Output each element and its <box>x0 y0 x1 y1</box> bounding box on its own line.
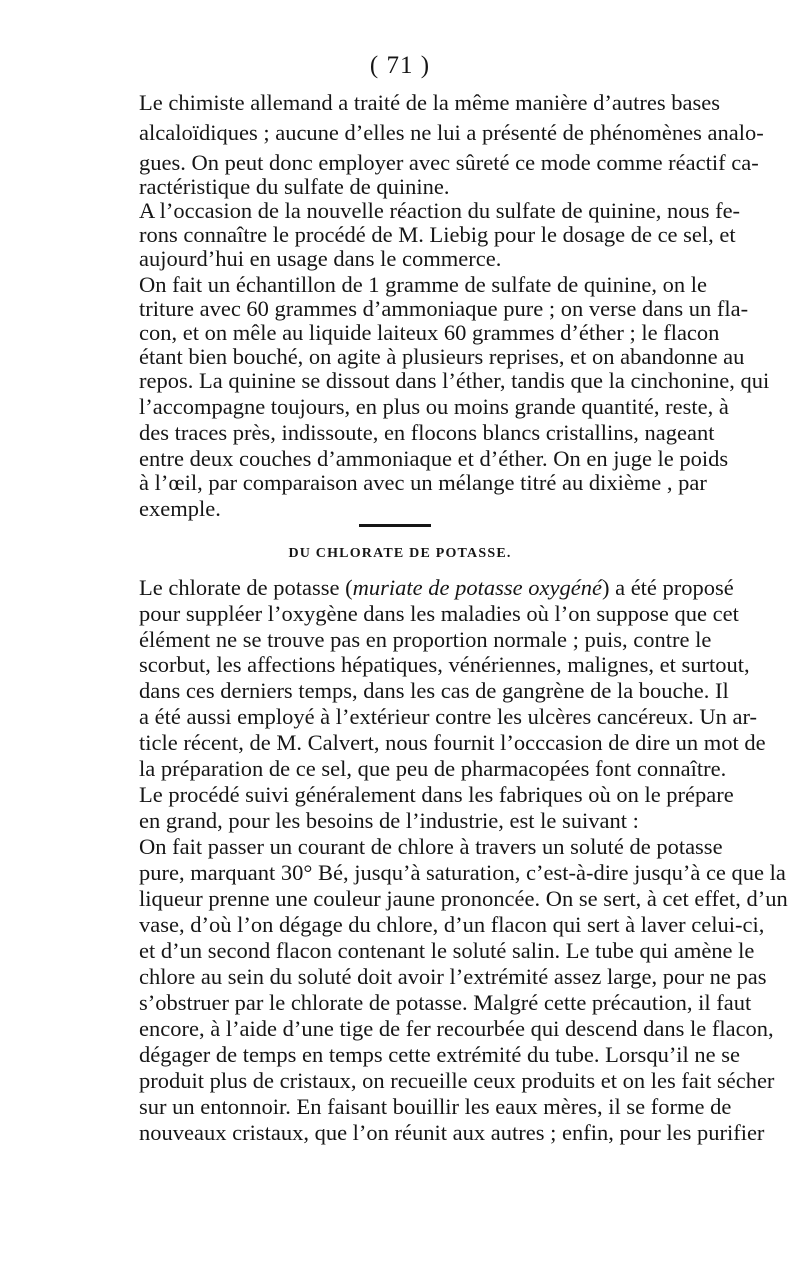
text-line: des traces près, indissoute, en flocons blancs cristallins, nageant <box>139 420 715 445</box>
text-line: à l’œil, par comparaison avec un mélange titré au dixième , par <box>139 470 707 495</box>
text-line: triture avec 60 grammes d’ammoniaque pure ; on verse dans un fla- <box>139 296 749 321</box>
text-line: et d’un second flacon contenant le soluté salin. Le tube qui amène le <box>139 938 755 963</box>
text-line: con, et on mêle au liquide laiteux 60 grammes d’éther ; le flacon <box>139 320 720 345</box>
text-run: ) a été proposé <box>601 575 734 600</box>
text-line: ticle récent, de M. Calvert, nous fournit l’occcasion de dire un mot de <box>139 730 766 755</box>
text-line: pour suppléer l’oxygène dans les maladies où l’on suppose que cet <box>139 601 739 626</box>
text-line: dégager de temps en temps cette extrémité du tube. Lorsqu’il ne se <box>139 1042 741 1067</box>
text-line: Le chimiste allemand a traité de la même manière d’autres bases <box>139 90 720 115</box>
text-line: produit plus de cristaux, on recueille ceux produits et on les fait sécher <box>139 1068 775 1093</box>
italic-text: muriate de potasse oxygéné <box>352 575 602 600</box>
text-line: élément ne se trouve pas en proportion normale ; puis, contre le <box>139 627 712 652</box>
text-line: a été aussi employé à l’extérieur contre les ulcères cancéreux. Un ar- <box>139 704 757 729</box>
text-line: s’obstruer par le chlorate de potasse. Malgré cette précaution, il faut <box>139 990 752 1015</box>
text-line: la préparation de ce sel, que peu de pharmacopées font connaître. <box>139 756 727 781</box>
text-line: scorbut, les affections hépatiques, vénériennes, malignes, et surtout, <box>139 652 750 677</box>
text-line: chlore au sein du soluté doit avoir l’extrémité assez large, pour ne pas <box>139 964 767 989</box>
section-heading: DU CHLORATE DE POTASSE. <box>288 546 512 561</box>
text-line: étant bien bouché, on agite à plusieurs reprises, et on abandonne au <box>139 344 745 369</box>
text-line: nouveaux cristaux, que l’on réunit aux autres ; enfin, pour les purifier <box>139 1120 765 1145</box>
text-line: On fait passer un courant de chlore à travers un soluté de potasse <box>139 834 723 859</box>
text-line: gues. On peut donc employer avec sûreté ce mode comme réactif ca- <box>139 150 759 175</box>
page-number: ( 71 ) <box>369 52 431 79</box>
text-line: aujourd’hui en usage dans le commerce. <box>139 246 502 271</box>
text-line: On fait un échantillon de 1 gramme de sulfate de quinine, on le <box>139 272 707 297</box>
text-line: ractéristique du sulfate de quinine. <box>139 174 450 199</box>
text-line: liqueur prenne une couleur jaune prononcée. On se sert, à cet effet, d’un <box>139 886 788 911</box>
text-line: pure, marquant 30° Bé, jusqu’à saturation, c’est-à-dire jusqu’à ce que la <box>139 860 786 885</box>
text-line: alcaloïdiques ; aucune d’elles ne lui a présenté de phénomènes analo- <box>139 120 764 145</box>
text-line: dans ces derniers temps, dans les cas de gangrène de la bouche. Il <box>139 678 729 703</box>
text-line: vase, d’où l’on dégage du chlore, d’un flacon qui sert à laver celui-ci, <box>139 912 765 937</box>
text-line: rons connaître le procédé de M. Liebig pour le dosage de ce sel, et <box>139 222 736 247</box>
text-line: entre deux couches d’ammoniaque et d’éther. On en juge le poids <box>139 446 729 471</box>
text-line: en grand, pour les besoins de l’industrie, est le suivant : <box>139 808 639 833</box>
section-divider <box>359 524 431 527</box>
text-run: Le chlorate de potasse ( <box>139 575 353 600</box>
text-line: Le procédé suivi généralement dans les fabriques où on le prépare <box>139 782 734 807</box>
text-line: l’accompagne toujours, en plus ou moins grande quantité, reste, à <box>139 394 729 419</box>
text-line: sur un entonnoir. En faisant bouillir les eaux mères, il se forme de <box>139 1094 732 1119</box>
text-line: encore, à l’aide d’une tige de fer recourbée qui descend dans le flacon, <box>139 1016 774 1041</box>
text-line: repos. La quinine se dissout dans l’éther, tandis que la cinchonine, qui <box>139 368 770 393</box>
text-line: exemple. <box>139 496 221 521</box>
text-line: A l’occasion de la nouvelle réaction du sulfate de quinine, nous fe- <box>139 198 741 223</box>
